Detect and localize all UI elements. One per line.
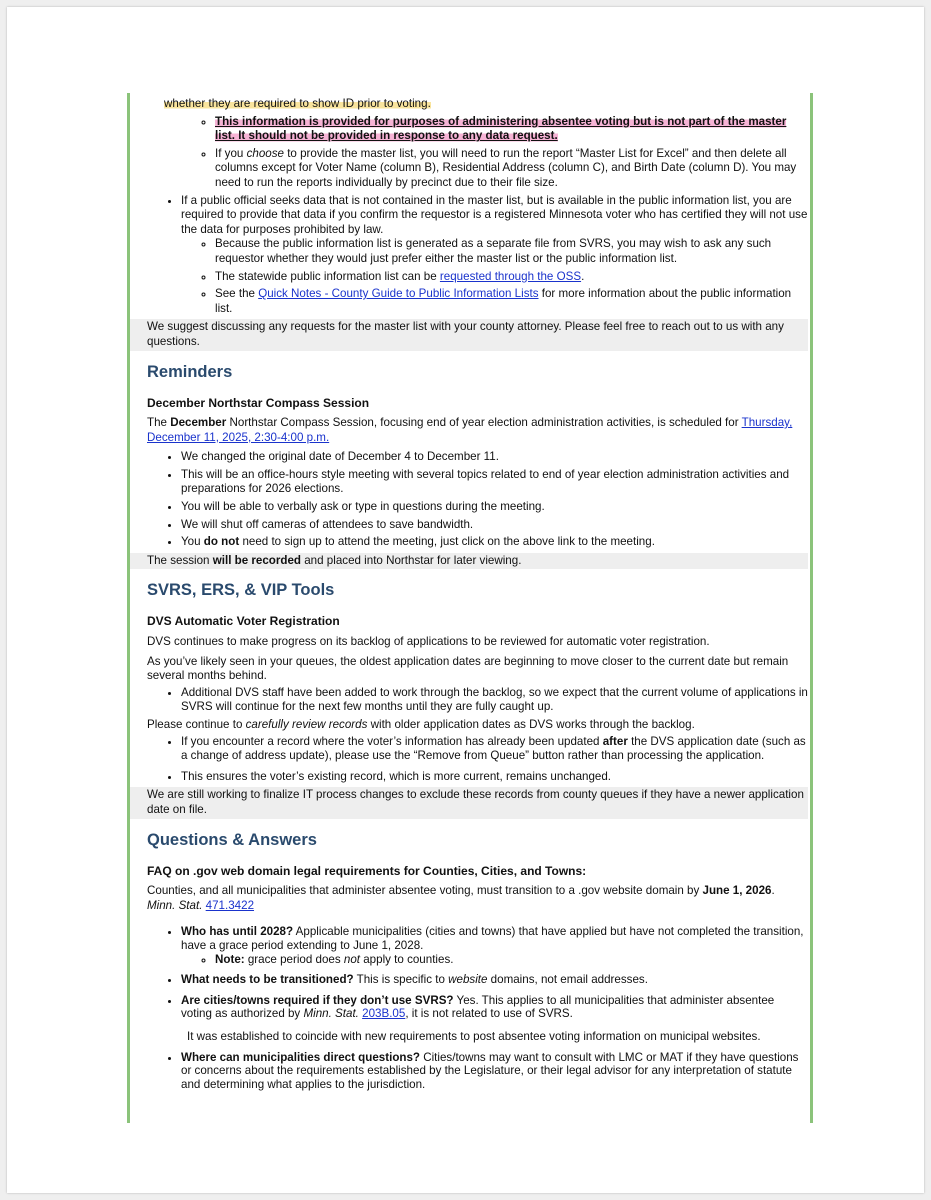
faq-intro: Counties, and all municipalities that administer absentee voting, must transition to a .gov website domain by June 1, 2026. Minn. Stat. 471.3422	[147, 884, 775, 912]
newsletter-content	[127, 93, 813, 1123]
reminder-bullet: • You will be able to verbally ask or type in questions during the meeting.	[181, 500, 808, 515]
svrs-section	[147, 580, 808, 818]
highlighted-text: whether they are required to show ID prior to voting.	[164, 97, 431, 110]
compass-session-subheading: December Northstar Compass Session	[147, 395, 370, 410]
public-info-sub-1: ◦ Because the public information list is generated as a separate file from SVRS, you may wish to ask any such requestor whether they would just prefer either the master list or the public information list.	[215, 237, 808, 266]
qa-heading: Questions & Answers	[147, 830, 317, 849]
dvs-closing: We are still working to finalize IT process changes to exclude these records from county queues if they have a newer application date on file.	[130, 787, 808, 818]
reminders-heading: Reminders	[147, 362, 233, 381]
absentee-data-note	[215, 115, 808, 144]
id-continuation-line	[164, 97, 808, 112]
master-list-closing: We suggest discussing any requests for the master list with your county attorney. Please feel free to reach out to us with any questions.	[130, 319, 808, 350]
faq-item: • Who has until 2028? Applicable municipalities (cities and towns) that have applied but have not completed the transition, have a grace period extending to June 1, 2028. ◦ Note: grace period does not apply to counties.	[181, 925, 808, 966]
content-body	[147, 97, 808, 1098]
master-list-section	[147, 97, 808, 351]
public-info-sub-2: ◦ The statewide public information list can be requested through the OSS.	[215, 270, 808, 285]
dvs-bullet: • This ensures the voter’s existing record, which is more current, remains unchanged.	[181, 770, 808, 785]
dvs-bullet: • If you encounter a record where the voter’s information has already been updated after the DVS application date (such as a change of address update), please use the “Remove from Queue” button rather than processing the application.	[181, 735, 808, 764]
qa-section	[147, 830, 808, 1092]
faq-item: • What needs to be transitioned? This is specific to website domains, not email addresses.	[181, 973, 808, 987]
pink-highlighted-text: This information is provided for purposes of administering absentee voting but is not part of the master list. It should not be provided in response to any data request.	[215, 114, 787, 143]
session-recording-note: The session will be recorded and placed into Northstar for later viewing.	[130, 553, 808, 570]
reminder-bullet: • We will shut off cameras of attendees to save bandwidth.	[181, 518, 808, 533]
statute-203b-link[interactable]: 203B.05	[362, 1007, 406, 1021]
reminders-section	[147, 362, 808, 570]
faq-note: ◦ Note: grace period does not apply to counties.	[215, 953, 808, 967]
public-info-bullet: • If a public official seeks data that is not contained in the master list, but is available in the public information list, you are required to provide that data if you confirm the requestor is a registered Minnesota voter who has certified they will not use the data for purposes prohibited by law. ◦ Because the public information list is generated as a separate file from SVRS, you may wish to ask any such requestor whether they would just prefer either the master list or the public information list. ◦ The statewide public information list can be requested through the OSS. ◦ See the Quick Notes - County Guide to Public Information Lists for more information about the public information list.	[181, 194, 808, 317]
svrs-heading: SVRS, ERS, & VIP Tools	[147, 581, 335, 600]
oss-request-link[interactable]: requested through the OSS	[439, 269, 582, 283]
faq-extra-note: It was established to coincide with new requirements to post absentee voting information on municipal websites.	[187, 1029, 761, 1043]
faq-item: • Where can municipalities direct questions? Cities/towns may want to consult with LMC or MAT if they have questions or concerns about the requirements established by the Legislature, or their legal advisor for any interpretation of statute and determining what applies to the jurisdiction.	[181, 1051, 808, 1092]
compass-session-intro: The December Northstar Compass Session, focusing end of year election administration activities, is scheduled for Thursday, December 11, 2025, 2:30-4:00 p.m.	[147, 416, 793, 444]
dvs-paragraph: Please continue to carefully review records with older application dates as DVS works through the backlog.	[147, 718, 695, 731]
document-page	[7, 7, 924, 1193]
reminder-bullet: • You do not need to sign up to attend the meeting, just click on the above link to the meeting.	[181, 535, 808, 550]
master-list-instructions: ◦ If you choose to provide the master list, you will need to run the report “Master List for Excel” and then delete all columns except for Voter Name (column B), Residential Address (column C), and Birth Date (column D). You may need to run the reports individually by precinct due to their file size.	[215, 147, 808, 191]
faq-item: • Are cities/towns required if they don’t use SVRS? Yes. This applies to all municipalities that administer absentee voting as authorized by Minn. Stat. 203B.05, it is not related to use of SVRS. It was established to coincide with new requirements to post absentee voting information on municipal websites.	[181, 994, 808, 1044]
statute-471-link[interactable]: 471.3422	[205, 898, 255, 912]
public-info-sub-3: ◦ See the Quick Notes - County Guide to Public Information Lists for more information about the public information list.	[215, 287, 808, 316]
reminder-bullet: • This will be an office-hours style meeting with several topics related to end of year election administration activities and preparations for 2026 elections.	[181, 468, 808, 497]
faq-subheading: FAQ on .gov web domain legal requirements for Counties, Cities, and Towns:	[147, 863, 587, 878]
dvs-paragraph: DVS continues to make progress on its backlog of applications to be reviewed for automatic voter registration.	[147, 635, 710, 649]
dvs-paragraph: As you’ve likely seen in your queues, the oldest application dates are beginning to move closer to the current date but remain several months behind.	[147, 654, 789, 683]
dvs-bullet: • Additional DVS staff have been added to work through the backlog, so we expect that the current volume of applications in SVRS will continue for the next few months until they are fully caught up.	[181, 686, 808, 715]
dvs-subheading: DVS Automatic Voter Registration	[147, 614, 340, 629]
session-date-link[interactable]: Thursday, December 11, 2025, 2:30-4:00 p.m.	[147, 416, 793, 444]
reminder-bullet: • We changed the original date of December 4 to December 11.	[181, 450, 808, 465]
quick-notes-link[interactable]: Quick Notes - County Guide to Public Information Lists	[258, 287, 539, 301]
